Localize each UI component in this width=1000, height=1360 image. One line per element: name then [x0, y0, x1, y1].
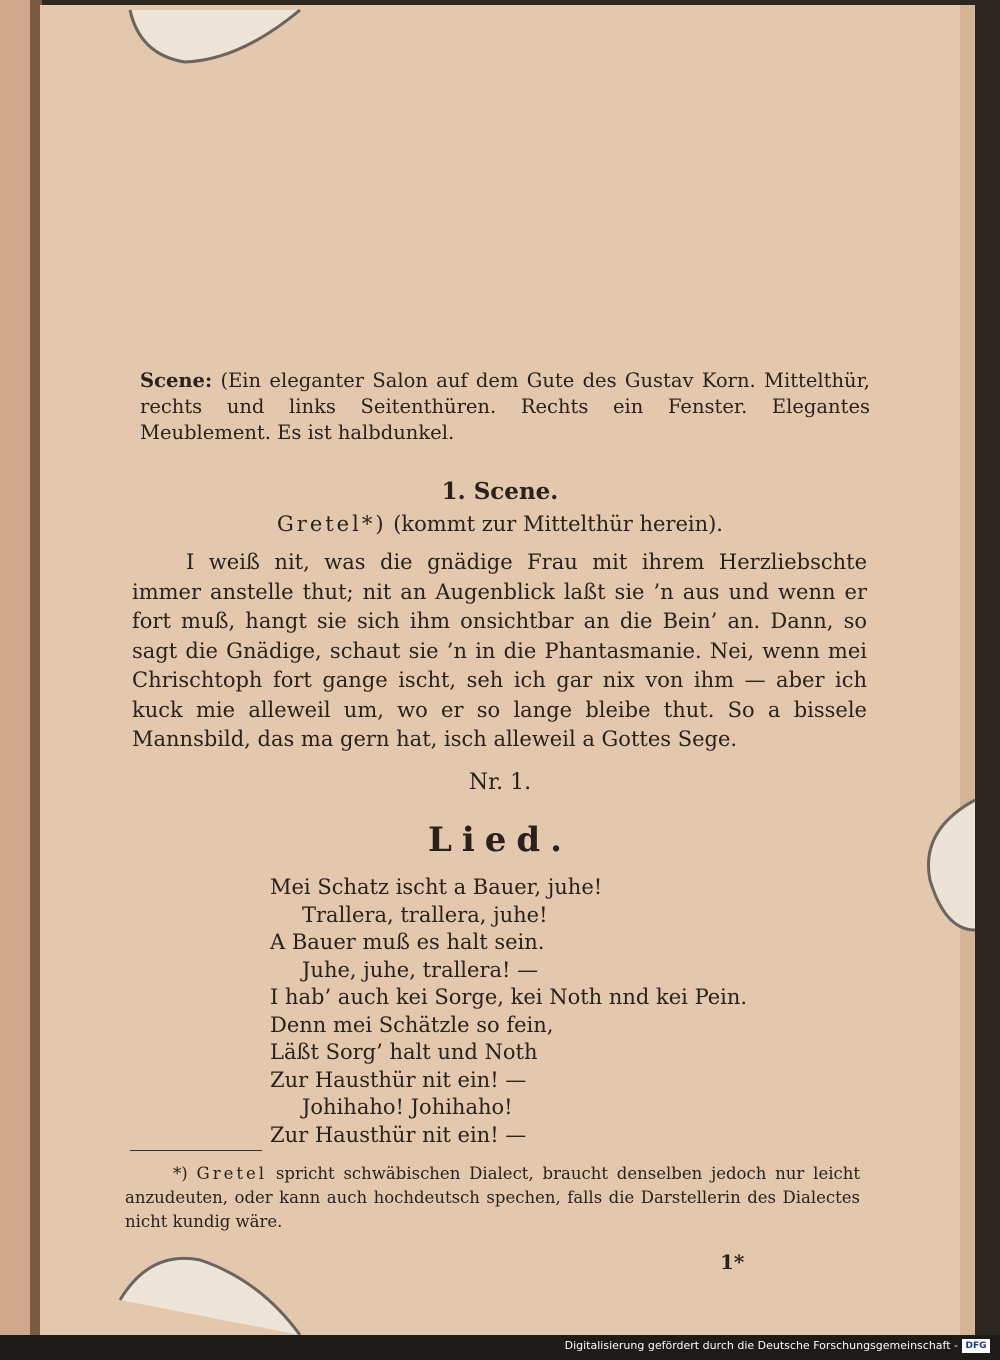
- character-name: Gretel*): [277, 512, 387, 536]
- song-title: Lied.: [427, 820, 573, 860]
- scene-description: [140, 368, 870, 446]
- character-line: [130, 512, 870, 536]
- song-line: Zur Hausthür nit ein! —: [270, 1122, 527, 1147]
- digitization-credit: Digitalisierung gefördert durch die Deutsche Forschungsgemeinschaft -: [564, 1339, 958, 1352]
- dfg-logo: DFG: [962, 1339, 990, 1353]
- footnote-text: spricht schwäbischen Dialect, braucht denselben jedoch nur leicht anzudeuten, oder kann auch hochdeutsch spechen, falls die Darstellerin des Dialectes nicht kundig wäre.: [125, 1164, 860, 1231]
- song-line: A Bauer muß es halt sein.: [270, 930, 545, 954]
- song-line: Trallera, trallera, juhe!: [302, 902, 548, 927]
- song-line: Zur Hausthür nit ein! —: [270, 1067, 527, 1092]
- song-line: Läßt Sorg’ halt und Noth: [270, 1040, 538, 1064]
- footnote-rule: [130, 1150, 262, 1151]
- number-label: Nr. 1.: [468, 770, 532, 795]
- footnote-name: Gretel: [196, 1164, 268, 1183]
- song-line: Denn mei Schätzle so fein,: [270, 1012, 554, 1037]
- song-line: I hab’ auch kei Sorge, kei Noth nnd kei Pein.: [270, 985, 748, 1009]
- song-line: Johihaho! Johihaho!: [302, 1095, 513, 1119]
- dialogue-paragraph: I weiß nit, was die gnädige Frau mit ihrem Herzliebschte immer anstelle thut; nit an Augenblick laßt sie ’n aus und wenn er fort muß, hangt sie sich ihm onsichtbar an die Bein’ an. Dann, so sagt die Gnädige, schaut sie ’n in die Phantasmanie. Nei, wenn mei Chrischtoph fort gange ischt, seh ich gar nix von ihm — aber ich kuck mie alleweil um, wo er so lange bleibe thut. So a bissele Mannsbild, das ma gern hat, isch alleweil a Gottes Sege.: [132, 550, 867, 751]
- song-line: Mei Schatz ischt a Bauer, juhe!: [270, 875, 603, 899]
- song-line: Juhe, juhe, trallera! —: [302, 957, 539, 982]
- scene-text: (Ein eleganter Salon auf dem Gute des Gustav Korn. Mittelthür, rechts und links Seitenthüren. Rechts ein Fenster. Elegantes Meublement. Es ist halbdunkel.: [140, 369, 870, 444]
- signature-mark: 1*: [720, 1250, 745, 1274]
- section-heading: 1. Scene.: [441, 478, 559, 505]
- footnote: [125, 1162, 860, 1234]
- scene-label: Scene:: [140, 369, 213, 392]
- footnote-marker: *): [173, 1164, 188, 1183]
- song-lyrics: [270, 874, 747, 1149]
- stage-direction: (kommt zur Mittelthür herein).: [386, 512, 723, 536]
